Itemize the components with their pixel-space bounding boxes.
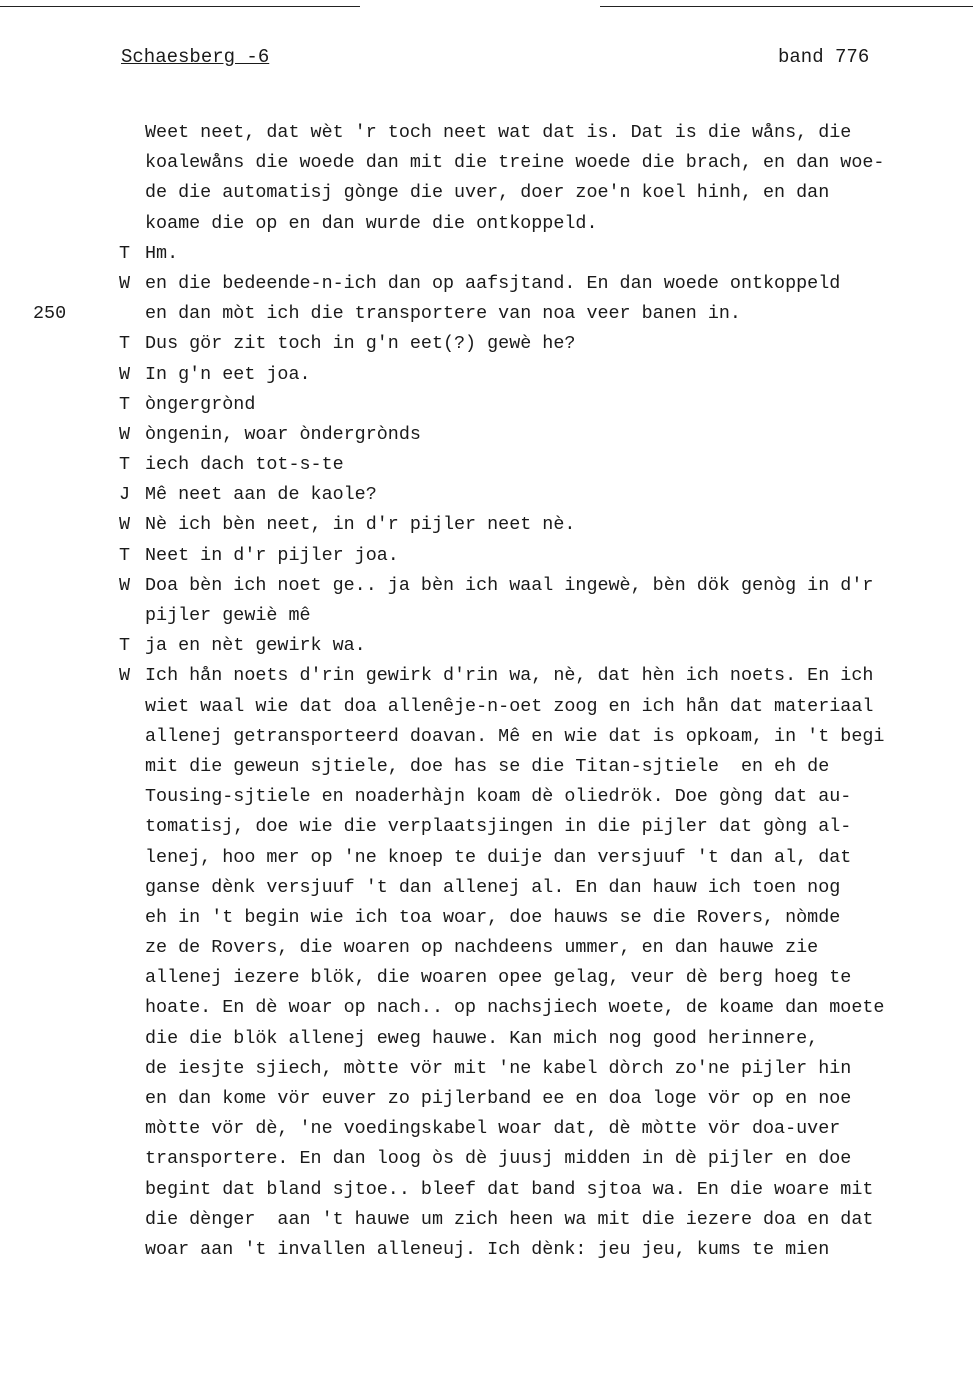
transcript-line	[0, 1024, 973, 1054]
speaker-label: W	[119, 272, 131, 294]
transcript-line	[0, 118, 973, 148]
transcript-line	[0, 903, 973, 933]
transcript-line	[0, 1235, 973, 1265]
line-text: allenej getransporteerd doavan. Mê en wie dat is opkoam, in 't begi	[145, 725, 885, 747]
transcript-line	[0, 812, 973, 842]
transcript-line	[0, 510, 973, 540]
transcript-line	[0, 148, 973, 178]
line-text: die dènger aan 't hauwe um zich heen wa mit die iezere doa en dat	[145, 1208, 874, 1230]
speaker-label: W	[119, 574, 131, 596]
line-text: en dan kome vör euver zo pijlerband ee en doa loge vör op en noe	[145, 1088, 852, 1109]
line-text: Weet neet, dat wèt 'r toch neet wat dat is. Dat is die wåns, die	[145, 122, 852, 143]
transcript-line	[0, 541, 973, 571]
line-text: transportere. En dan loog òs dè juusj midden in dè pijler en doe	[145, 1148, 852, 1170]
transcript-line	[0, 1175, 973, 1205]
speaker-label: W	[119, 363, 131, 385]
transcript-line	[0, 209, 973, 239]
transcript-line	[0, 178, 973, 208]
line-text: Dus gör zit toch in g'n eet(?) gewè he?	[145, 333, 576, 355]
top-rule-right	[600, 6, 973, 7]
transcript-line	[0, 299, 973, 329]
transcript-line	[0, 692, 973, 722]
line-text: allenej iezere blök, die woaren opee gelag, veur dè berg hoeg te	[145, 967, 852, 989]
line-text: en die bedeende-n-ich dan op aafsjtand. En dan woede ontkoppeld	[145, 272, 841, 294]
transcript-line	[0, 1205, 973, 1235]
transcript-line	[0, 1144, 973, 1174]
transcript-line	[0, 722, 973, 752]
transcript-line	[0, 571, 973, 601]
line-text: Nè ich bèn neet, in d'r pijler neet nè.	[145, 514, 576, 536]
speaker-label: T	[119, 454, 131, 476]
line-text: hoate. En dè woar op nach.. op nachsjiech woete, de koame dan moete	[145, 997, 885, 1019]
line-text: en dan mòt ich die transportere van noa veer banen in.	[145, 303, 741, 325]
transcript-line	[0, 963, 973, 993]
line-text: lenej, hoo mer op 'ne knoep te duije dan versjuuf 't dan al, dat	[145, 846, 852, 868]
line-text: Tousing-sjtiele en noaderhàjn koam dè oliedrök. Doe gòng dat au-	[145, 786, 852, 808]
transcript-line	[0, 873, 973, 903]
speaker-label: T	[119, 333, 131, 355]
line-text: pijler gewiè mê	[145, 605, 311, 626]
transcript-line	[0, 480, 973, 510]
speaker-label: T	[119, 635, 131, 657]
line-text: tomatisj, doe wie die verplaatsjingen in die pijler dat gòng al-	[145, 816, 852, 838]
line-text: ja en nèt gewirk wa.	[145, 635, 366, 657]
speaker-label: W	[119, 665, 131, 687]
line-text: òngergrònd	[145, 393, 256, 415]
line-text: Hm.	[145, 242, 179, 264]
line-text: woar aan 't invallen alleneuj. Ich dènk: jeu jeu, kums te mien	[145, 1238, 830, 1260]
transcript-line	[0, 933, 973, 963]
speaker-label: W	[119, 514, 131, 536]
line-text: koalewåns die woede dan mit die treine woede die brach, en dan woe-	[145, 152, 885, 174]
line-text: In g'n eet joa.	[145, 363, 311, 385]
transcript-line	[0, 1054, 973, 1084]
speaker-label: W	[119, 423, 131, 445]
transcript-line	[0, 661, 973, 691]
line-text: ze de Rovers, die woaren op nachdeens ummer, en dan hauwe zie	[145, 937, 819, 959]
transcript-line	[0, 329, 973, 359]
line-text: die die blök allenej eweg hauwe. Kan mich nog good herinnere,	[145, 1027, 819, 1049]
transcript-line	[0, 631, 973, 661]
transcript-line	[0, 782, 973, 812]
line-text: iech dach tot-s-te	[145, 454, 344, 476]
speaker-label: T	[119, 544, 131, 566]
line-text: de iesjte sjiech, mòtte vör mit 'ne kabel dòrch zo'ne pijler hin	[145, 1057, 852, 1079]
transcript-line	[0, 420, 973, 450]
line-text: Mê neet aan de kaole?	[145, 484, 377, 506]
speaker-label: J	[119, 484, 131, 506]
line-text: Doa bèn ich noet ge.. ja bèn ich waal ingewè, bèn dök genòg in d'r	[145, 574, 874, 596]
line-text: mòtte vör dè, 'ne voedingskabel woar dat, dè mòtte vör doa-uver	[145, 1118, 841, 1140]
speaker-label: T	[119, 393, 131, 415]
band-number: band 776	[778, 46, 870, 68]
transcript-line	[0, 843, 973, 873]
transcript-line	[0, 390, 973, 420]
transcript-body	[0, 118, 973, 1265]
transcript-line	[0, 239, 973, 269]
transcript-line	[0, 601, 973, 631]
line-text: begint dat bland sjtoe.. bleef dat band sjtoa wa. En die woare mit	[145, 1178, 874, 1200]
line-text: koame die op en dan wurde die ontkoppeld.	[145, 212, 598, 234]
line-text: wiet waal wie dat doa allenêje-n-oet zoog en ich hån dat materiaal	[145, 695, 874, 717]
transcript-line	[0, 1114, 973, 1144]
page-title: Schaesberg -6	[121, 46, 270, 68]
top-rule-left	[0, 6, 360, 7]
line-text: òngenin, woar òndergrònds	[145, 423, 421, 445]
transcript-line	[0, 752, 973, 782]
line-text: Neet in d'r pijler joa.	[145, 544, 399, 566]
transcript-line	[0, 450, 973, 480]
line-text: ganse dènk versjuuf 't dan allenej al. En dan hauw ich toen nog	[145, 876, 841, 898]
transcript-line	[0, 993, 973, 1023]
transcript-line	[0, 360, 973, 390]
line-text: mit die geweun sjtiele, doe has se die Titan-sjtiele en eh de	[145, 755, 830, 777]
line-text: Ich hån noets d'rin gewirk d'rin wa, nè, dat hèn ich noets. En ich	[145, 665, 874, 687]
line-text: de die automatisj gònge die uver, doer zoe'n koel hinh, en dan	[145, 182, 830, 204]
margin-line-number: 250	[33, 303, 67, 325]
transcript-line	[0, 269, 973, 299]
transcript-line	[0, 1084, 973, 1114]
speaker-label: T	[119, 242, 131, 264]
line-text: eh in 't begin wie ich toa woar, doe hauws se die Rovers, nòmde	[145, 906, 841, 928]
